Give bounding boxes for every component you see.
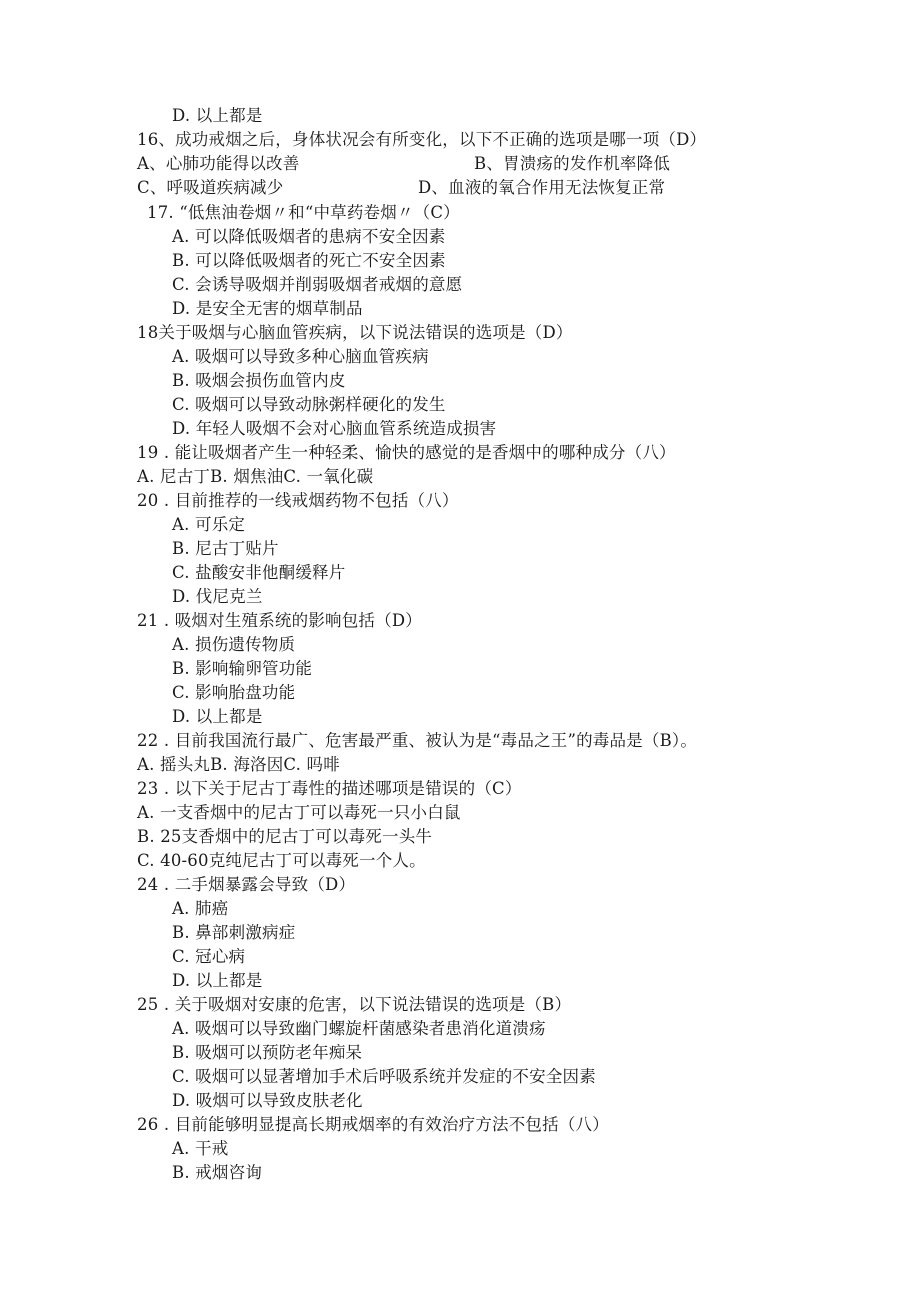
q17-option-c: C. 会诱导吸烟并削弱吸烟者戒烟的意愿 xyxy=(172,275,463,294)
q19-question: 19 . 能让吸烟者产生一种轻柔、愉快的感觉的是香烟中的哪种成分（八） xyxy=(137,443,676,462)
q18-option-a: A. 吸烟可以导致多种心脑血管疾病 xyxy=(172,347,429,366)
q23-question: 23 . 以下关于尼古丁毒性的描述哪项是错误的（C） xyxy=(137,779,522,798)
q18-option-b: B. 吸烟会损伤血管内皮 xyxy=(172,371,346,390)
q19-options: A. 尼古丁B. 烟焦油C. 一氧化碳 xyxy=(137,467,374,486)
q20-option-d: D. 伐尼克兰 xyxy=(172,587,263,606)
q26-option-b: B. 戒烟咨询 xyxy=(172,1163,263,1182)
q22-question: 22 . 目前我国流行最广、危害最严重、被认为是“毒品之王”的毒品是（B）。 xyxy=(137,731,698,750)
q22-options: A. 摇头丸B. 海洛因C. 吗啡 xyxy=(137,755,340,774)
q24-question: 24 . 二手烟暴露会导致（D） xyxy=(137,875,356,894)
q20-question: 20 . 目前推荐的一线戒烟药物不包括（八） xyxy=(137,491,459,510)
q20-option-a: A. 可乐定 xyxy=(172,515,246,534)
q21-option-c: C. 影响胎盘功能 xyxy=(172,683,296,702)
q18-question: 18关于吸烟与心脑血管疾病，以下说法错误的选项是（D） xyxy=(137,323,573,342)
q16-option-a: A、心肺功能得以改善 xyxy=(137,154,300,173)
q25-question: 25 . 关于吸烟对安康的危害，以下说法错误的选项是（B） xyxy=(137,995,572,1014)
q16-question: 16、成功戒烟之后，身体状况会有所变化，以下不正确的选项是哪一项（D） xyxy=(137,130,707,149)
q17-option-d: D. 是安全无害的烟草制品 xyxy=(172,299,363,318)
q16-option-d: D、血液的氧合作用无法恢复正常 xyxy=(418,178,666,197)
q18-option-d: D. 年轻人吸烟不会对心脑血管系统造成损害 xyxy=(172,419,497,438)
q21-option-d: D. 以上都是 xyxy=(172,707,263,726)
q25-option-d: D. 吸烟可以导致皮肤老化 xyxy=(172,1091,363,1110)
q20-option-b: B. 尼古丁贴片 xyxy=(172,539,279,558)
q15-option-d: D. 以上都是 xyxy=(172,106,263,125)
q24-option-b: B. 鼻部刺激病症 xyxy=(172,923,296,942)
q17-question: 17. “低焦油卷烟〃和“中草药卷烟〃（C） xyxy=(147,203,460,222)
q16-option-c: C、呼吸道疾病减少 xyxy=(137,178,284,197)
q25-option-b: B. 吸烟可以预防老年痴呆 xyxy=(172,1043,363,1062)
q23-option-c: C. 40-60克纯尼古丁可以毒死一个人。 xyxy=(137,851,426,870)
q25-option-c: C. 吸烟可以显著增加手术后呼吸系统并发症的不安全因素 xyxy=(172,1067,596,1086)
q20-option-c: C. 盐酸安非他酮缓释片 xyxy=(172,563,346,582)
q18-option-c: C. 吸烟可以导致动脉粥样硬化的发生 xyxy=(172,395,446,414)
q24-option-c: C. 冠心病 xyxy=(172,947,246,966)
q24-option-a: A. 肺癌 xyxy=(172,899,229,918)
q26-question: 26 . 目前能够明显提高长期戒烟率的有效治疗方法不包括（八） xyxy=(137,1115,609,1134)
q17-option-b: B. 可以降低吸烟者的死亡不安全因素 xyxy=(172,251,446,270)
q21-option-b: B. 影响输卵管功能 xyxy=(172,659,313,678)
q23-option-a: A. 一支香烟中的尼古丁可以毒死一只小白鼠 xyxy=(137,803,461,822)
q25-option-a: A. 吸烟可以导致幽门螺旋杆菌感染者患消化道溃疡 xyxy=(172,1019,546,1038)
q17-option-a: A. 可以降低吸烟者的患病不安全因素 xyxy=(172,227,446,246)
q23-option-b: B. 25支香烟中的尼古丁可以毒死一头牛 xyxy=(137,827,433,846)
q21-question: 21 . 吸烟对生殖系统的影响包括（D） xyxy=(137,611,422,630)
q24-option-d: D. 以上都是 xyxy=(172,971,263,990)
q26-option-a: A. 干戒 xyxy=(172,1139,229,1158)
q16-option-b: B、胃溃疡的发作机率降低 xyxy=(474,154,671,173)
q21-option-a: A. 损伤遗传物质 xyxy=(172,635,296,654)
